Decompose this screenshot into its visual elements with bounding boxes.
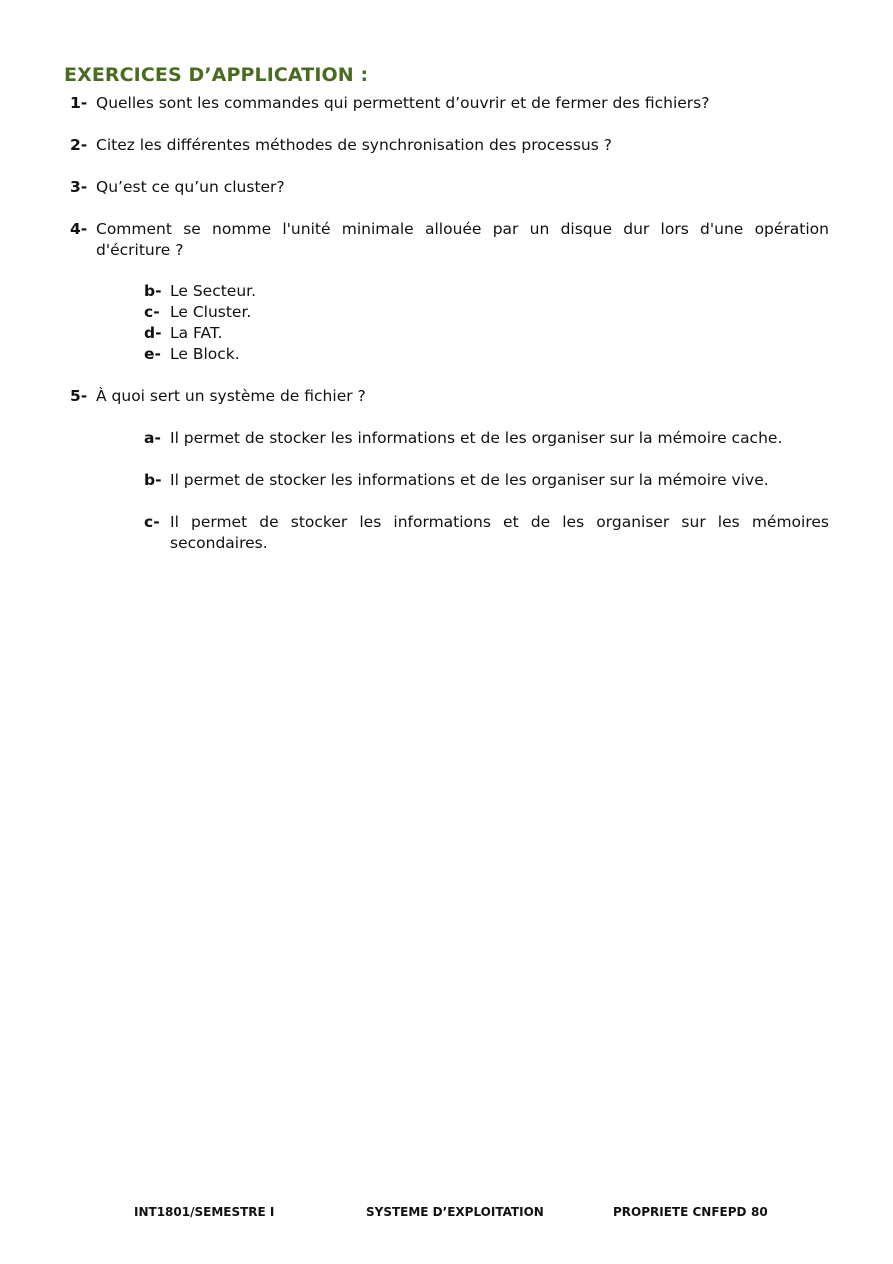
- answer-option: [144, 281, 829, 302]
- answer-option: [144, 344, 829, 365]
- answer-option: [144, 428, 829, 449]
- answer-option: [144, 470, 829, 491]
- question-2: [70, 135, 829, 156]
- question-5: [70, 386, 829, 407]
- page-number: 80: [751, 1205, 768, 1219]
- option-letter: c-: [144, 513, 160, 531]
- option-letter: e-: [144, 345, 161, 363]
- question-text: Qu’est ce qu’un cluster?: [96, 178, 285, 196]
- answer-option: [144, 512, 829, 554]
- question-text: Quelles sont les commandes qui permettent d’ouvrir et de fermer des fichiers?: [96, 94, 710, 112]
- option-text: Le Block.: [170, 345, 240, 363]
- answer-option: [144, 323, 829, 344]
- option-text: Le Cluster.: [170, 303, 252, 321]
- question-number: 2-: [70, 136, 88, 154]
- option-letter: b-: [144, 282, 162, 300]
- footer-title: SYSTEME D’EXPLOITATION: [366, 1205, 544, 1219]
- option-letter: a-: [144, 429, 161, 447]
- option-text: Il permet de stocker les informations et de les organiser sur la mémoire cache.: [170, 429, 783, 447]
- footer-course-code: INT1801/SEMESTRE I: [134, 1205, 275, 1219]
- option-letter: b-: [144, 471, 162, 489]
- answer-option: [144, 302, 829, 323]
- option-text: La FAT.: [170, 324, 223, 342]
- question-number: 5-: [70, 387, 88, 405]
- footer-owner: PROPRIETE CNFEPD: [613, 1205, 747, 1219]
- question-4: [70, 219, 829, 261]
- option-letter: c-: [144, 303, 160, 321]
- question-text: À quoi sert un système de fichier ?: [96, 387, 366, 405]
- section-heading: EXERCICES D’APPLICATION :: [64, 64, 369, 86]
- question-text: Comment se nomme l'unité minimale allouée par un disque dur lors d'une opération d'écriture ?: [96, 220, 829, 259]
- option-text: Il permet de stocker les informations et de les organiser sur la mémoire vive.: [170, 471, 769, 489]
- question-number: 4-: [70, 220, 88, 238]
- question-text: Citez les différentes méthodes de synchronisation des processus ?: [96, 136, 612, 154]
- question-1: [70, 93, 829, 114]
- question-number: 3-: [70, 178, 88, 196]
- option-letter: d-: [144, 324, 162, 342]
- question-3: [70, 177, 829, 198]
- question-number: 1-: [70, 94, 88, 112]
- option-text: Le Secteur.: [170, 282, 257, 300]
- option-text: Il permet de stocker les informations et de les organiser sur les mémoires secondaires.: [170, 513, 829, 552]
